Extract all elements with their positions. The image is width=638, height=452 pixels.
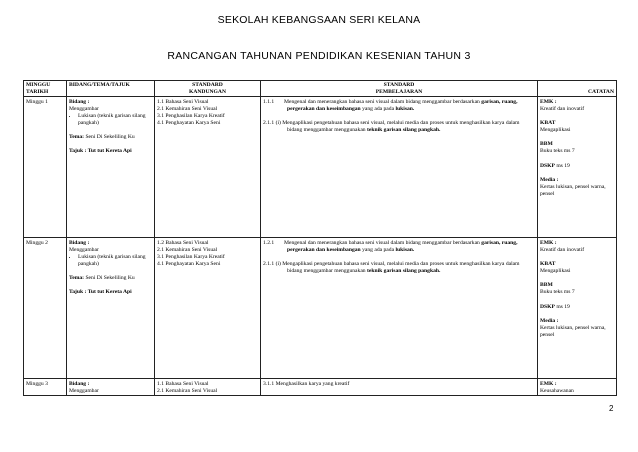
week-cell: Minggu 2 (24, 238, 67, 379)
standard-pembelajaran-cell: 1.2.1 Mengenal dan menerangkan bahasa seni visual dalam bidang menggambar berdasarkan garisan, ruang, pergerakan dan keseimbangan yang ada pada lukisan. 2.1.1 (i) Mengaplikasi pengetahuan bahasa seni visual, melalui media dan proses untuk menghasilkan karya dalam bidang menggambar menggunakan teknik garisan silang pangkah. (261, 238, 538, 379)
bidang-cell: Bidang : Menggambar • Lukisan (teknik garisan silang pangkah) Tema: Seni Di Sekeliling Ku Tajuk : Tut tut Kereta Api (67, 97, 155, 238)
standard-pembelajaran-cell: 1.1.1 Mengenal dan menerangkan bahasa seni visual dalam bidang menggambar berdasarkan garisan, ruang, pergerakan dan keseimbangan yang ada pada lukisan. 2.1.1 (i) Mengaplikasi pengetahuan bahasa seni visual, melalui media dan proses untuk menghasilkan karya dalam bidang menggambar menggunakan teknik garisan silang pangkah. (261, 97, 538, 238)
col-header-standard-kandungan: STANDARD KANDUNGAN (155, 81, 261, 97)
page-number: 2 (609, 404, 614, 413)
catatan-cell: EMK : Keusahawanan (538, 379, 617, 396)
catatan-cell: EMK : Kreatif dan inovatif KBAT Mengaplikasi BBM Buku teks ms 7 DSKP ms 19 Media : Kertas lukisan, pensel warna, pensel (538, 97, 617, 238)
week-cell: Minggu 3 (24, 379, 67, 396)
col-header-minggu: MINGGU TARIKH (24, 81, 67, 97)
table-header-row (24, 81, 617, 97)
col-header-bidang: BIDANG/TEMA/TAJUK (67, 81, 155, 97)
table-row (24, 379, 617, 396)
bidang-bullet: • Lukisan (teknik garisan silang pangkah) (78, 113, 152, 127)
col-header-catatan: CATATAN (538, 81, 617, 97)
col-header-standard-pembelajaran: STANDARD PEMBELAJARAN (261, 81, 538, 97)
bidang-bullet: • Lukisan (teknik garisan silang pangkah) (78, 254, 152, 268)
document-title: RANCANGAN TAHUNAN PENDIDIKAN KESENIAN TAHUN 3 (167, 50, 471, 62)
table-row (24, 97, 617, 238)
school-name: SEKOLAH KEBANGSAAN SERI KELANA (217, 14, 421, 26)
annual-plan-table (23, 80, 617, 396)
standard-kandungan-cell: 1.2 Bahasa Seni Visual 2.1 Kemahiran Seni Visual 3.1 Penghasilan Karya Kreatif 4.1 Penghayatan Karya Seni (155, 238, 261, 379)
catatan-cell: EMK : Kreatif dan inovatif KBAT Mengaplikasi BBM Buku teks ms 7 DSKP ms 19 Media : Kertas lukisan, pensel warna, pensel (538, 238, 617, 379)
table-row (24, 238, 617, 379)
week-cell: Minggu 1 (24, 97, 67, 238)
bidang-cell: Bidang : Menggambar • Lukisan (teknik garisan silang pangkah) Tema: Seni Di Sekeliling Ku Tajuk : Tut tut Kereta Api (67, 238, 155, 379)
bidang-cell: Bidang : Menggambar (67, 379, 155, 396)
standard-kandungan-cell: 1.1 Bahasa Seni Visual 2.1 Kemahiran Seni Visual (155, 379, 261, 396)
standard-kandungan-cell: 1.1 Bahasa Seni Visual 2.1 Kemahiran Seni Visual 3.1 Penghasilan Karya Kreatif 4.1 Penghayatan Karya Seni (155, 97, 261, 238)
standard-pembelajaran-cell: 3.1.1 Menghasilkan karya yang kreatif (261, 379, 538, 396)
